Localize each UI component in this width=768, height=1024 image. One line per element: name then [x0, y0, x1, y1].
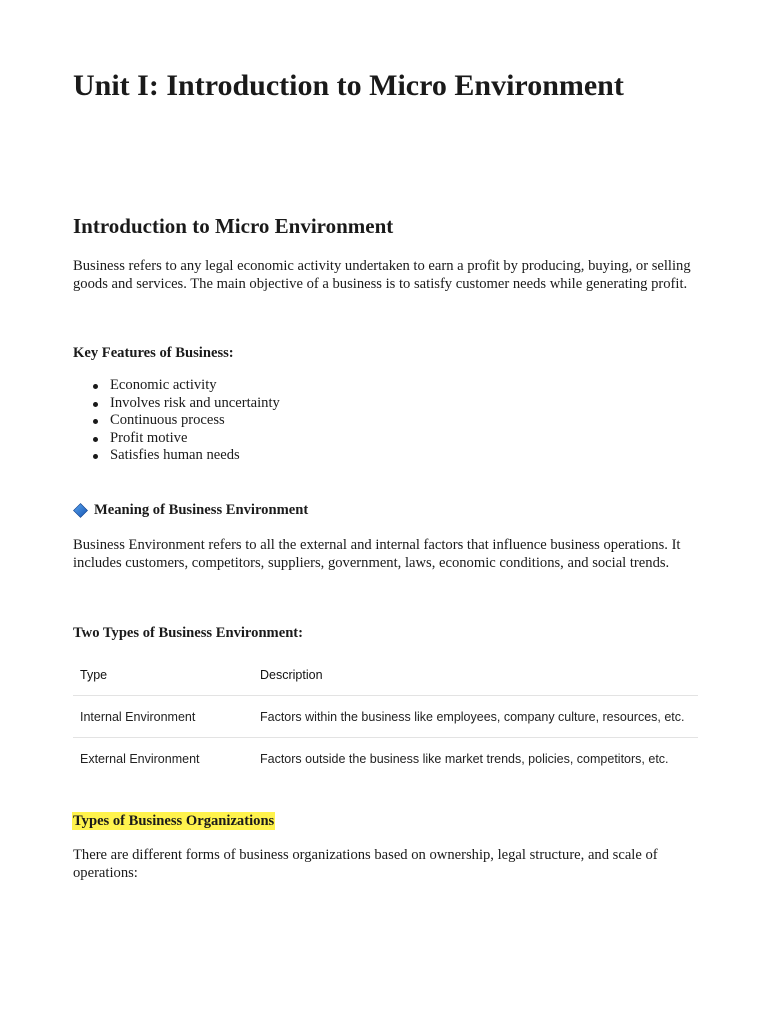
table-row — [73, 696, 698, 738]
table-cell: Factors within the business like employees, company culture, resources, etc. — [260, 709, 685, 724]
list-item: Satisfies human needs — [73, 447, 280, 465]
env-types-heading: Two Types of Business Environment: — [73, 625, 304, 641]
key-features-list — [73, 377, 280, 465]
organizations-heading: Types of Business Organizations — [73, 813, 275, 829]
table-cell: External Environment — [80, 751, 200, 766]
list-item: Profit motive — [73, 430, 280, 448]
table-cell: Factors outside the business like market trends, policies, competitors, etc. — [260, 751, 669, 766]
meaning-heading-text: Meaning of Business Environment — [94, 502, 309, 518]
table-row — [73, 738, 698, 779]
column-header-description: Description — [260, 667, 323, 682]
list-item: Involves risk and uncertainty — [73, 395, 280, 413]
intro-paragraph: Business refers to any legal economic activity undertaken to earn a profit by producing, buying, or selling goods and services. The main objective of a business is to satisfy customer needs while generating profit. — [73, 258, 691, 292]
column-header-type: Type — [80, 667, 108, 682]
meaning-paragraph: Business Environment refers to all the external and internal factors that influence business operations. It includes customers, competitors, suppliers, government, laws, economic conditions, and social trends. — [73, 537, 681, 571]
list-item: Continuous process — [73, 412, 280, 430]
organizations-paragraph: There are different forms of business organizations based on ownership, legal structure, and scale of operations: — [73, 847, 658, 881]
env-types-table — [73, 654, 698, 779]
unit-title: Unit I: Introduction to Micro Environment — [73, 69, 624, 102]
blue-diamond-icon — [73, 503, 88, 518]
table-header-row — [73, 654, 698, 696]
table-cell: Internal Environment — [80, 709, 196, 724]
section-title: Introduction to Micro Environment — [73, 214, 394, 238]
meaning-heading — [73, 501, 308, 519]
key-features-heading: Key Features of Business: — [73, 345, 234, 361]
list-item: Economic activity — [73, 377, 280, 395]
